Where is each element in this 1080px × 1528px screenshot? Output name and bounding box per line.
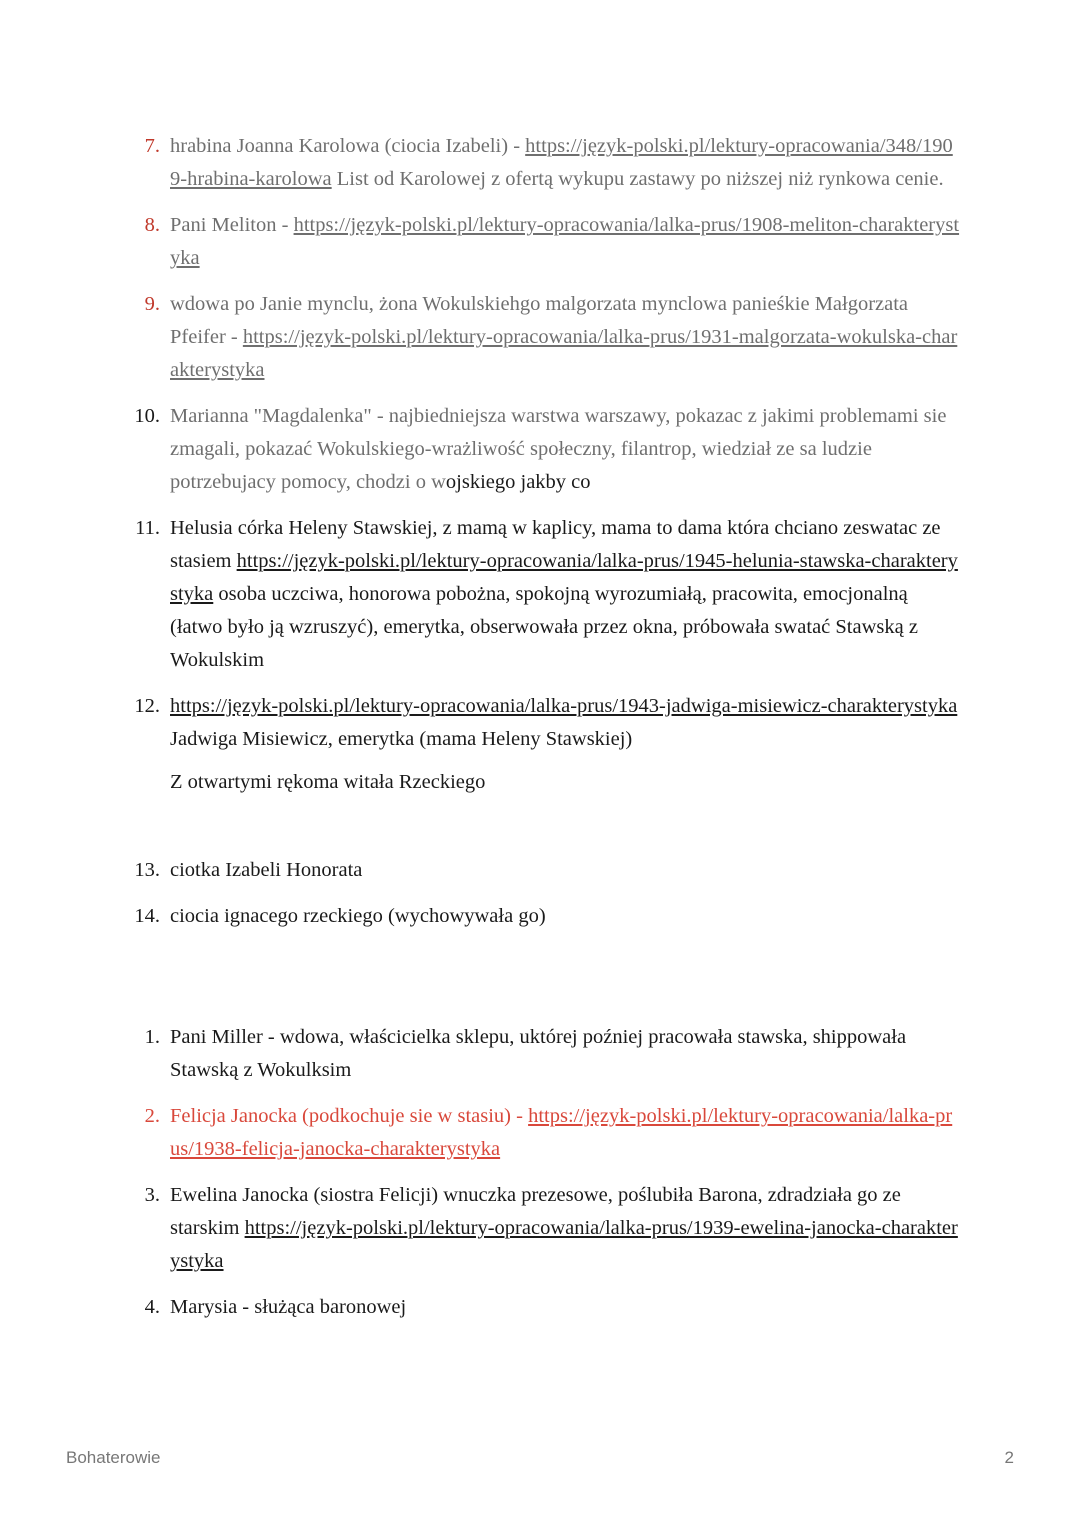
item-text: List od Karolowej z ofertą wykupu zastawy po niższej niż rynkowa cenie. [331, 168, 944, 190]
list-number: 2. [144, 1105, 160, 1127]
character-link[interactable]: https://język-polski.pl/lektury-opracowania/348/1909-hrabina-karolowa [170, 135, 953, 190]
list-number: 12. [134, 695, 160, 717]
list-item [0, 130, 1080, 196]
list-number: 3. [144, 1184, 160, 1206]
character-link[interactable]: https://język-polski.pl/lektury-opracowania/lalka-prus/1943-jadwiga-misiewicz-charakterystyka [170, 695, 958, 717]
list-item [0, 1291, 1080, 1324]
list-item [0, 1179, 1080, 1278]
character-link[interactable]: https://język-polski.pl/lektury-opracowania/lalka-prus/1908-meliton-charakterystyka [170, 214, 960, 269]
item-text: Pani Miller - wdowa, właścicielka sklepu, uktórej poźniej pracowała stawska, shippowała Stawską z Wokulksim [170, 1026, 907, 1081]
list-number: 7. [144, 135, 160, 157]
characters-list-1 [0, 130, 1080, 946]
character-link[interactable]: https://język-polski.pl/lektury-opracowania/lalka-prus/1938-felicja-janocka-charakterystyka [170, 1105, 953, 1160]
item-text: Marianna "Magdalenka" - najbiedniejsza warstwa warszawy, pokazac z jakimi problemami sie zmagali, pokazać Wokulskiego-wrażliwość społeczny, filantrop, wiedział ze sa ludzie potrzebujacy pomocy, chodzi o w [170, 405, 947, 493]
item-text: Helusia córka Heleny Stawskiej, z mamą w kaplicy, mama to dama która chciano zeswatac ze stasiem [170, 517, 941, 572]
list-item [0, 1100, 1080, 1166]
list-item [0, 209, 1080, 275]
item-text-highlight: ojskiego jakby co [445, 471, 591, 493]
list-number: 14. [134, 905, 160, 927]
list-number: 9. [144, 293, 160, 315]
item-text: Pani Meliton - [170, 214, 294, 236]
item-text: Ewelina Janocka (siostra Felicji) wnuczka prezesowe, poślubiła Barona, zdradziała go ze starskim [170, 1184, 901, 1239]
item-text: Jadwiga Misiewicz, emerytka (mama Heleny Stawskiej) [170, 728, 633, 750]
list-item [0, 1021, 1080, 1087]
item-text: wdowa po Janie mynclu, żona Wokulskiehgo malgorzata mynclowa panieśkie Małgorzata Pfeifer - [170, 293, 909, 348]
list-number: 10. [134, 405, 160, 427]
item-text: hrabina Joanna Karolowa (ciocia Izabeli) - [170, 135, 526, 157]
character-link[interactable]: https://język-polski.pl/lektury-opracowania/lalka-prus/1939-ewelina-janocka-charakterystyka [170, 1217, 958, 1272]
list-number: 11. [135, 517, 160, 539]
item-text: Marysia - służąca baronowej [170, 1296, 407, 1318]
list-number: 1. [144, 1026, 160, 1048]
page-number: 2 [1004, 1448, 1014, 1467]
item-text: Felicja Janocka (podkochuje sie w stasiu) - [170, 1105, 529, 1127]
footer-title: Bohaterowie [66, 1448, 161, 1467]
list-item [0, 690, 1080, 799]
item-text: osoba uczciwa, honorowa pobożna, spokojną wyrozumiałą, pracowita, emocjonalną (łatwo było ją wzruszyć), emerytka, obserwowała przez okna, próbowała swatać Stawską z Wokulskim [170, 583, 918, 671]
item-note: Z otwartymi rękoma witała Rzeckiego [170, 771, 486, 793]
list-item [0, 512, 1080, 677]
item-text: ciocia ignacego rzeckiego (wychowywała go) [170, 905, 546, 927]
list-number: 4. [144, 1296, 160, 1318]
characters-list-2 [0, 1021, 1080, 1337]
item-text: ciotka Izabeli Honorata [170, 859, 363, 881]
character-link[interactable]: https://język-polski.pl/lektury-opracowania/lalka-prus/1931-malgorzata-wokulska-charakterystyka [170, 326, 958, 381]
list-number: 13. [134, 859, 160, 881]
list-item [0, 400, 1080, 499]
list-number: 8. [144, 214, 160, 236]
list-item [0, 900, 1080, 933]
list-item [0, 288, 1080, 387]
character-link[interactable]: https://język-polski.pl/lektury-opracowania/lalka-prus/1945-helunia-stawska-charakterystyka [170, 550, 958, 605]
list-item [0, 854, 1080, 887]
